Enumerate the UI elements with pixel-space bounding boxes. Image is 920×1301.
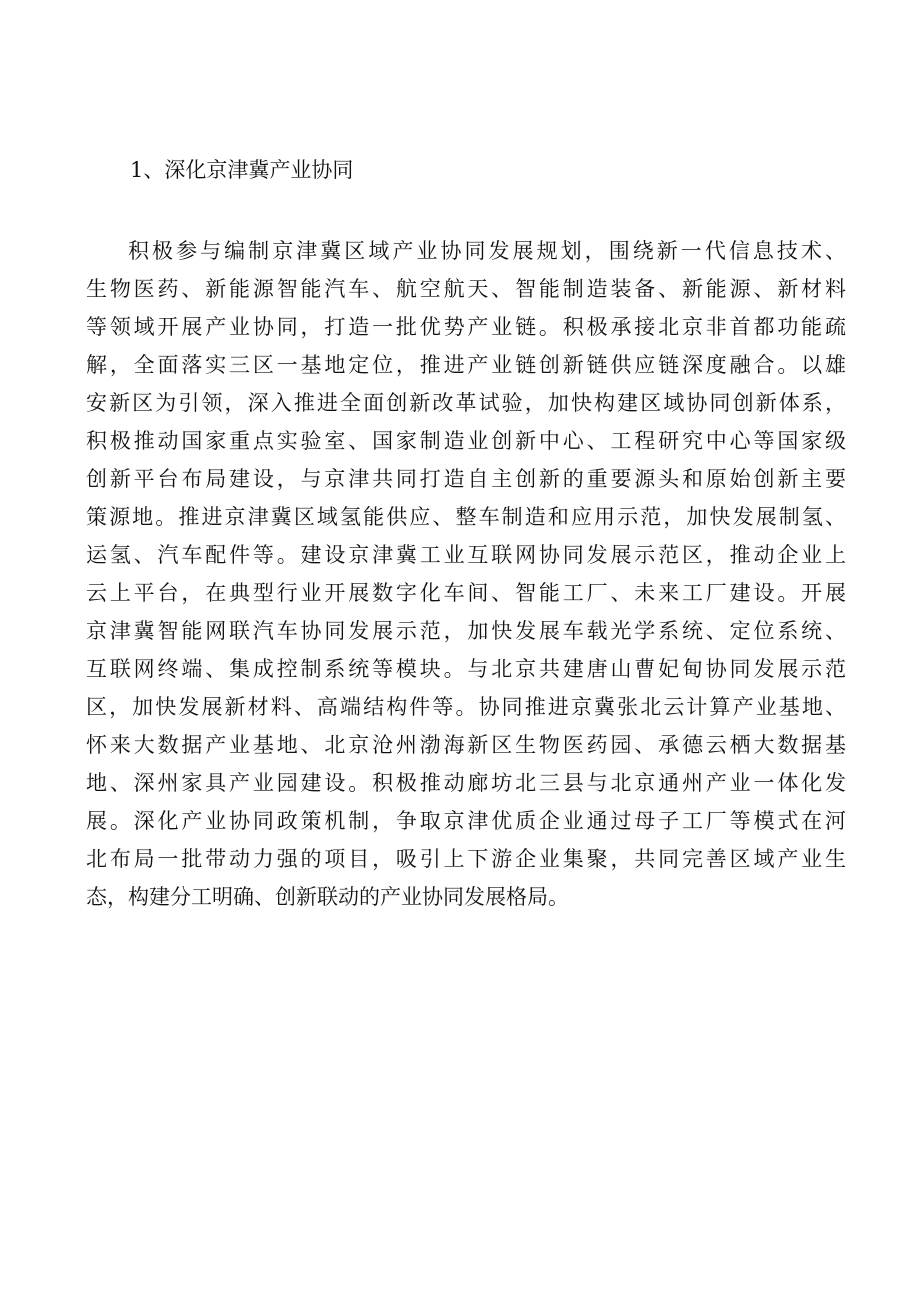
paragraph-line: 互联网终端、集成控制系统等模块。与北京共建唐山曹妃甸协同发展示范 (86, 657, 846, 681)
paragraph-line: 北布局一批带动力强的项目，吸引上下游企业集聚，共同完善区域产业生 (86, 847, 846, 871)
paragraph-line: 积极参与编制京津冀区域产业协同发展规划，围绕新一代信息技术、 (128, 239, 846, 263)
paragraph-line: 态，构建分工明确、创新联动的产业协同发展格局。 (86, 885, 569, 909)
paragraph-line: 云上平台，在典型行业开展数字化车间、智能工厂、未来工厂建设。开展 (86, 581, 846, 605)
paragraph-line: 策源地。推进京津冀区域氢能供应、整车制造和应用示范，加快发展制氢、 (86, 505, 846, 529)
paragraph-line: 生物医药、新能源智能汽车、航空航天、智能制造装备、新能源、新材料 (86, 277, 846, 301)
paragraph-line: 安新区为引领，深入推进全面创新改革试验，加快构建区域协同创新体系， (86, 391, 846, 415)
paragraph-line: 运氢、汽车配件等。建设京津冀工业互联网协同发展示范区，推动企业上 (86, 543, 846, 567)
section-heading: 1、深化京津冀产业协同 (130, 158, 354, 182)
paragraph-line: 京津冀智能网联汽车协同发展示范，加快发展车载光学系统、定位系统、 (86, 619, 846, 643)
paragraph-line: 创新平台布局建设，与京津共同打造自主创新的重要源头和原始创新主要 (86, 467, 846, 491)
paragraph-line: 展。深化产业协同政策机制，争取京津优质企业通过母子工厂等模式在河 (86, 809, 846, 833)
paragraph-line: 等领域开展产业协同，打造一批优势产业链。积极承接北京非首都功能疏 (86, 315, 846, 339)
paragraph-line: 怀来大数据产业基地、北京沧州渤海新区生物医药园、承德云栖大数据基 (86, 733, 846, 757)
paragraph-line: 区，加快发展新材料、高端结构件等。协同推进京冀张北云计算产业基地、 (86, 695, 846, 719)
paragraph-line: 解，全面落实三区一基地定位，推进产业链创新链供应链深度融合。以雄 (86, 353, 846, 377)
body-paragraph (86, 232, 846, 916)
paragraph-line: 积极推动国家重点实验室、国家制造业创新中心、工程研究中心等国家级 (86, 429, 846, 453)
paragraph-line: 地、深州家具产业园建设。积极推动廊坊北三县与北京通州产业一体化发 (86, 771, 846, 795)
